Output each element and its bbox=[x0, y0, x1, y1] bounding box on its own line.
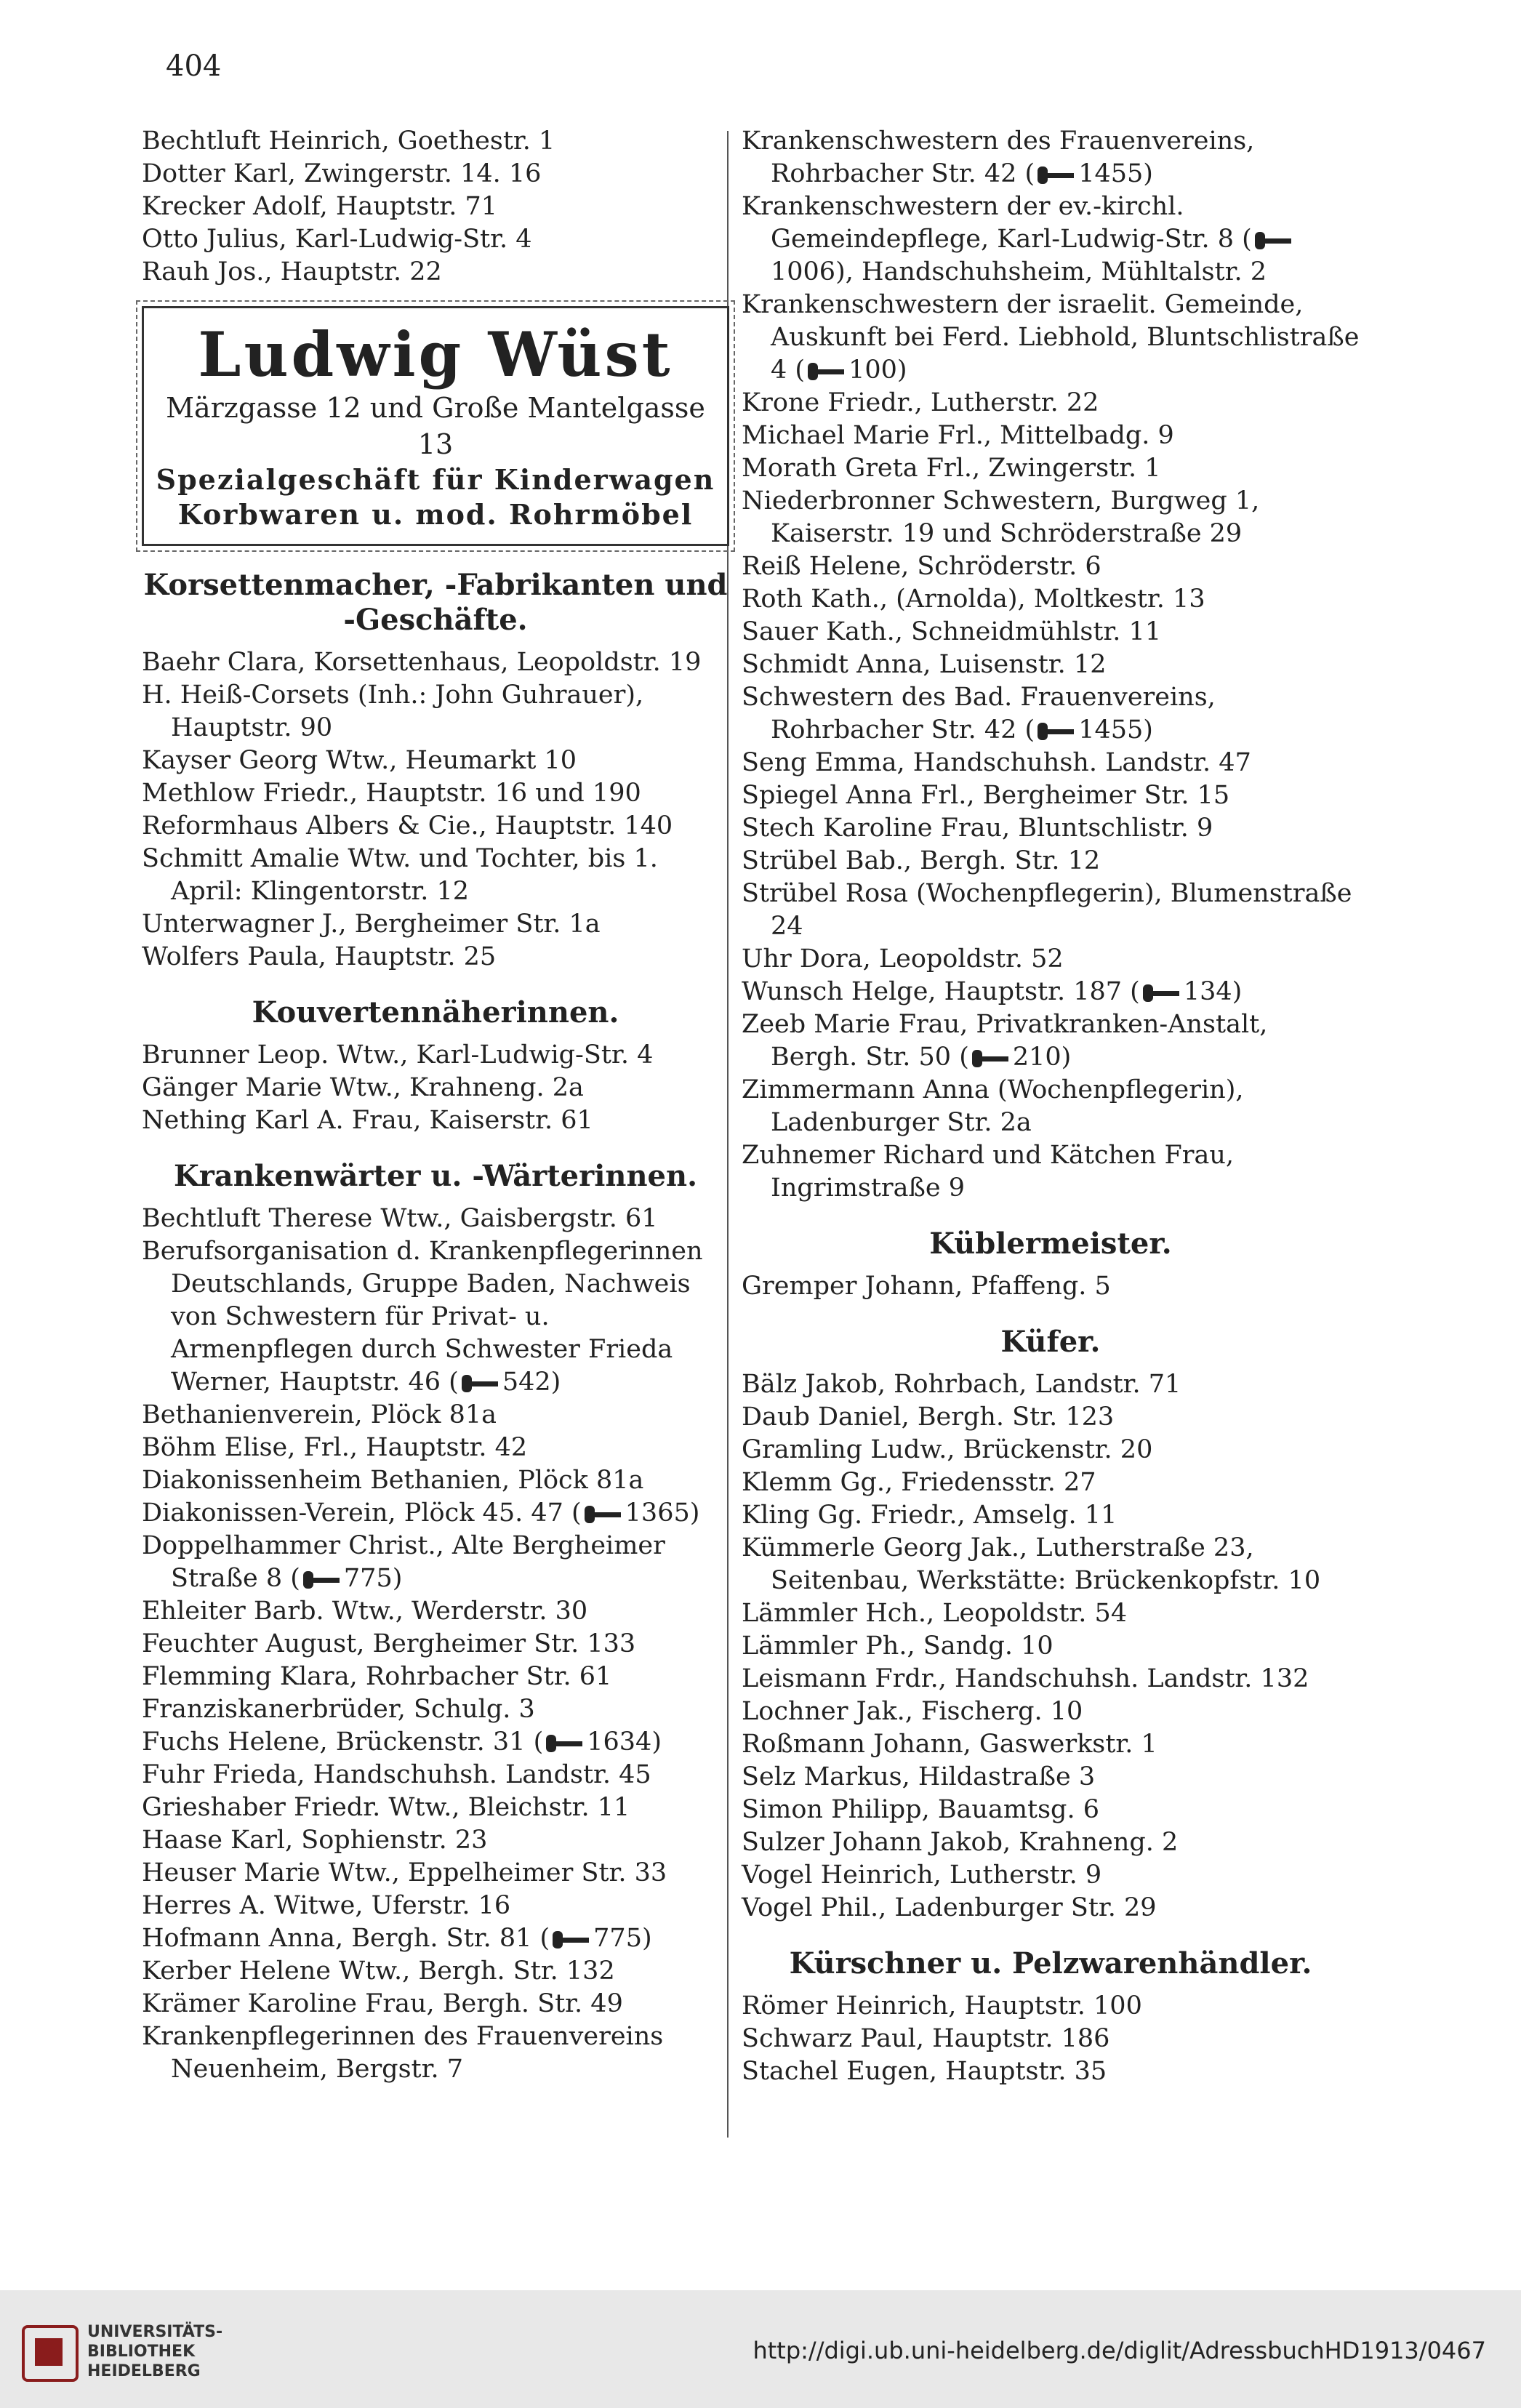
entry-text: Diakonissen-Verein, Plöck 45. 47 ( bbox=[142, 1498, 582, 1528]
entry-text: Böhm Elise, Frl., Hauptstr. 42 bbox=[142, 1433, 528, 1462]
directory-entry bbox=[742, 125, 1360, 190]
directory-entry bbox=[742, 485, 1360, 550]
directory-entry bbox=[742, 616, 1360, 649]
phone-number: 100) bbox=[848, 356, 907, 385]
directory-entry: Klemm Gg., Friedensstr. 27 bbox=[742, 1468, 1096, 1497]
entry-text: Fuchs Helene, Brückenstr. 31 ( bbox=[142, 1727, 544, 1757]
entry-text: Doppelhammer Christ., Alte Bergheimer Straße 8 ( bbox=[142, 1531, 665, 1593]
phone-number: 542) bbox=[502, 1368, 561, 1397]
directory-entry bbox=[742, 779, 1360, 812]
directory-entry: Kayser Georg Wtw., Heumarkt 10 bbox=[142, 746, 577, 775]
directory-entry: H. Heiß-Corsets (Inh.: John Guhrauer), Hauptstr. 90 bbox=[142, 681, 644, 742]
entry-text: Zimmermann Anna (Wochenpflegerin), Ladenburger Str. 2a bbox=[742, 1075, 1244, 1137]
directory-entry: Nething Karl A. Frau, Kaiserstr. 61 bbox=[142, 1106, 593, 1135]
directory-entry bbox=[742, 1139, 1360, 1205]
section-heading-korsettenmacher: Korsettenmacher, -Fabrikanten und -Geschäfte. bbox=[143, 568, 728, 637]
directory-entry bbox=[742, 878, 1360, 943]
entry-text: Roth Kath., (Arnolda), Moltkestr. 13 bbox=[742, 585, 1205, 614]
section-korsettenmacher bbox=[142, 646, 729, 974]
entry-text: Michael Marie Frl., Mittelbadg. 9 bbox=[742, 421, 1174, 450]
phone-number: 775) bbox=[593, 1924, 652, 1953]
telephone-icon bbox=[303, 1571, 341, 1589]
directory-entry bbox=[742, 387, 1360, 420]
directory-entry bbox=[142, 1235, 729, 1399]
telephone-icon bbox=[808, 363, 846, 380]
entry-text: Diakonissenheim Bethanien, Plöck 81a bbox=[142, 1466, 644, 1495]
phone-number: 1455) bbox=[1078, 715, 1153, 745]
phone-number: 1455) bbox=[1078, 159, 1153, 188]
entry-text: Schwestern des Bad. Frauenvereins, Rohrbacher Str. 42 ( bbox=[742, 683, 1216, 745]
directory-entry bbox=[142, 1464, 729, 1497]
entry-text: Ehleiter Barb. Wtw., Werderstr. 30 bbox=[142, 1597, 588, 1626]
entry-text: Heuser Marie Wtw., Eppelheimer Str. 33 bbox=[142, 1858, 667, 1887]
directory-entry: Otto Julius, Karl-Ludwig-Str. 4 bbox=[142, 225, 532, 254]
directory-entry: Bälz Jakob, Rohrbach, Landstr. 71 bbox=[742, 1370, 1181, 1399]
directory-entry bbox=[742, 289, 1360, 387]
section-kuerschner bbox=[742, 1990, 1360, 2088]
directory-entry: Unterwagner J., Bergheimer Str. 1a bbox=[142, 910, 601, 939]
directory-entry: Dotter Karl, Zwingerstr. 14. 16 bbox=[142, 159, 542, 188]
entry-text: Strübel Bab., Bergh. Str. 12 bbox=[742, 846, 1101, 875]
directory-entry: Brunner Leop. Wtw., Karl-Ludwig-Str. 4 bbox=[142, 1040, 654, 1069]
directory-entry bbox=[742, 420, 1360, 452]
telephone-icon bbox=[553, 1931, 590, 1949]
entry-text: Krankenschwestern der israelit. Gemeinde, Auskunft bei Ferd. Liebhold, Bluntschlistraße 4 ( bbox=[742, 290, 1360, 385]
directory-entry bbox=[142, 1693, 729, 1726]
directory-entry: Daub Daniel, Bergh. Str. 123 bbox=[742, 1402, 1115, 1432]
directory-entry: Leismann Frdr., Handschuhsh. Landstr. 132 bbox=[742, 1664, 1309, 1693]
directory-entry: Gramling Ludw., Brückenstr. 20 bbox=[742, 1435, 1153, 1464]
ad-line-1: Spezialgeschäft für Kinderwagen bbox=[156, 463, 715, 496]
entry-text: Haase Karl, Sophienstr. 23 bbox=[142, 1826, 488, 1855]
section-heading-kueblermeister: Küblermeister. bbox=[929, 1227, 1172, 1261]
ad-address: Märzgasse 12 und Große Mantelgasse 13 bbox=[166, 392, 705, 460]
entry-text: Herres A. Witwe, Uferstr. 16 bbox=[142, 1891, 511, 1920]
directory-entry bbox=[142, 1530, 729, 1595]
directory-entry bbox=[742, 681, 1360, 747]
entry-text: Bechtluft Therese Wtw., Gaisbergstr. 61 bbox=[142, 1204, 658, 1233]
directory-entry: Wolfers Paula, Hauptstr. 25 bbox=[142, 942, 497, 971]
source-url[interactable]: http://digi.ub.uni-heidelberg.de/diglit/AdressbuchHD1913/0467 bbox=[753, 2337, 1486, 2364]
entry-text: Berufsorganisation d. Krankenpflegerinnen Deutschlands, Gruppe Baden, Nachweis von Schwestern für Privat- u. Armenpflegen durch Schwester Frieda Werner, Hauptstr. 46 ( bbox=[142, 1237, 703, 1397]
section-heading-krankenwaerter: Krankenwärter u. -Wärterinnen. bbox=[173, 1159, 698, 1193]
directory-entry: Methlow Friedr., Hauptstr. 16 und 190 bbox=[142, 779, 641, 808]
directory-entry bbox=[142, 1857, 729, 1890]
entry-text: Grieshaber Friedr. Wtw., Bleichstr. 11 bbox=[142, 1793, 630, 1822]
ad-line-2: Korbwaren u. mod. Rohrmöbel bbox=[177, 498, 694, 531]
page-number: 404 bbox=[166, 49, 222, 83]
entry-text: Krankenschwestern des Frauenvereins, Rohrbacher Str. 42 ( bbox=[742, 127, 1255, 188]
directory-entry bbox=[142, 1791, 729, 1824]
directory-entry bbox=[742, 550, 1360, 583]
entry-text: Feuchter August, Bergheimer Str. 133 bbox=[142, 1629, 636, 1658]
directory-entry bbox=[142, 1824, 729, 1857]
entry-text: Sauer Kath., Schneidmühlstr. 11 bbox=[742, 617, 1162, 646]
directory-entry: Reformhaus Albers & Cie., Hauptstr. 140 bbox=[142, 811, 673, 840]
directory-entry bbox=[742, 1008, 1360, 1074]
entry-text: Kerber Helene Wtw., Bergh. Str. 132 bbox=[142, 1956, 615, 1986]
library-name-line-1: UNIVERSITÄTS- bbox=[87, 2323, 223, 2341]
directory-entry bbox=[742, 452, 1360, 485]
directory-entry bbox=[142, 1628, 729, 1661]
entry-text: Bethanienverein, Plöck 81a bbox=[142, 1400, 497, 1429]
directory-entry: Baehr Clara, Korsettenhaus, Leopoldstr. 19 bbox=[142, 648, 702, 677]
directory-entry bbox=[742, 190, 1360, 289]
directory-entry: Stachel Eugen, Hauptstr. 35 bbox=[742, 2057, 1107, 2086]
phone-number: 1006), Handschuhsheim, Mühltalstr. 2 bbox=[771, 257, 1267, 286]
section-heading-kouvertennaeherinnen: Kouvertennäherinnen. bbox=[252, 995, 619, 1030]
ad-title: Ludwig Wüst bbox=[198, 318, 673, 390]
advertisement bbox=[142, 306, 729, 546]
phone-number: 1365) bbox=[625, 1498, 700, 1528]
directory-entry: Lochner Jak., Fischerg. 10 bbox=[742, 1697, 1083, 1726]
directory-entry bbox=[142, 1922, 729, 1955]
directory-entry bbox=[742, 583, 1360, 616]
section-kuefer bbox=[742, 1368, 1360, 1925]
telephone-icon bbox=[1038, 723, 1075, 740]
directory-entry: Vogel Heinrich, Lutherstr. 9 bbox=[742, 1861, 1102, 1890]
entry-text: Strübel Rosa (Wochenpflegerin), Blumenstraße 24 bbox=[742, 879, 1352, 941]
directory-entry bbox=[142, 1988, 729, 2020]
telephone-icon bbox=[585, 1506, 622, 1523]
entry-text: Flemming Klara, Rohrbacher Str. 61 bbox=[142, 1662, 612, 1691]
section-heading-kuerschner: Kürschner u. Pelzwarenhändler. bbox=[789, 1946, 1312, 1980]
entry-text: Seng Emma, Handschuhsh. Landstr. 47 bbox=[742, 748, 1251, 777]
entry-text: Spiegel Anna Frl., Bergheimer Str. 15 bbox=[742, 781, 1230, 810]
entry-text: Niederbronner Schwestern, Burgweg 1, Kaiserstr. 19 und Schröderstraße 29 bbox=[742, 486, 1260, 548]
section-kouvertennaeherinnen bbox=[142, 1039, 729, 1137]
telephone-icon bbox=[462, 1375, 499, 1392]
entry-text: Uhr Dora, Leopoldstr. 52 bbox=[742, 944, 1064, 974]
entry-text: Krone Friedr., Lutherstr. 22 bbox=[742, 388, 1099, 417]
directory-entry bbox=[742, 747, 1360, 779]
directory-entry bbox=[142, 1726, 729, 1759]
phone-number: 775) bbox=[343, 1564, 403, 1593]
telephone-icon bbox=[972, 1050, 1010, 1067]
telephone-icon bbox=[546, 1735, 584, 1752]
directory-entry bbox=[742, 1074, 1360, 1139]
directory-entry: Kling Gg. Friedr., Amselg. 11 bbox=[742, 1501, 1117, 1530]
footer-bar bbox=[0, 2290, 1521, 2408]
library-name-line-3: HEIDELBERG bbox=[87, 2362, 201, 2380]
directory-entry bbox=[742, 976, 1360, 1008]
entry-text: Reiß Helene, Schröderstr. 6 bbox=[742, 552, 1101, 581]
directory-entry bbox=[142, 1497, 729, 1530]
directory-entry bbox=[142, 1432, 729, 1464]
directory-entry: Selz Markus, Hildastraße 3 bbox=[742, 1762, 1096, 1791]
directory-entry bbox=[742, 943, 1360, 976]
directory-entry: Vogel Phil., Ladenburger Str. 29 bbox=[742, 1893, 1157, 1922]
directory-entry: Roßmann Johann, Gaswerkstr. 1 bbox=[742, 1730, 1157, 1759]
directory-entry bbox=[742, 812, 1360, 845]
entry-text: Hofmann Anna, Bergh. Str. 81 ( bbox=[142, 1924, 550, 1953]
directory-entry bbox=[142, 1890, 729, 1922]
section-kueblermeister bbox=[742, 1270, 1360, 1303]
phone-number: 134) bbox=[1183, 977, 1243, 1006]
section-heading-kuefer: Küfer. bbox=[1000, 1325, 1101, 1359]
phone-number: 210) bbox=[1012, 1043, 1072, 1072]
library-name-line-2: BIBLIOTHEK bbox=[87, 2343, 196, 2361]
right-continued-entries bbox=[742, 125, 1360, 1205]
directory-entry bbox=[742, 845, 1360, 878]
directory-entry: Lämmler Hch., Leopoldstr. 54 bbox=[742, 1599, 1128, 1628]
entry-text: Schmidt Anna, Luisenstr. 12 bbox=[742, 650, 1107, 679]
left-top-entries bbox=[142, 125, 729, 289]
section-krankenwaerter bbox=[142, 1203, 729, 2086]
left-column bbox=[142, 125, 729, 2086]
entry-text: Stech Karoline Frau, Bluntschlistr. 9 bbox=[742, 814, 1213, 843]
entry-text: Morath Greta Frl., Zwingerstr. 1 bbox=[742, 454, 1161, 483]
directory-entry bbox=[142, 1595, 729, 1628]
directory-entry: Schmitt Amalie Wtw. und Tochter, bis 1. April: Klingentorstr. 12 bbox=[142, 844, 658, 906]
directory-entry bbox=[142, 1203, 729, 1235]
phone-number: 1634) bbox=[587, 1727, 662, 1757]
directory-entry bbox=[142, 1759, 729, 1791]
directory-entry bbox=[142, 1399, 729, 1432]
directory-entry: Rauh Jos., Hauptstr. 22 bbox=[142, 257, 442, 286]
entry-text: Krankenschwestern der ev.-kirchl. Gemeindepflege, Karl-Ludwig-Str. 8 ( bbox=[742, 192, 1252, 254]
entry-text: Krankenpflegerinnen des Frauenvereins Neuenheim, Bergstr. 7 bbox=[142, 2022, 664, 2084]
directory-entry: Simon Philipp, Bauamtsg. 6 bbox=[742, 1795, 1099, 1824]
right-column bbox=[742, 125, 1360, 2088]
entry-text: Krämer Karoline Frau, Bergh. Str. 49 bbox=[142, 1989, 623, 2018]
directory-entry: Sulzer Johann Jakob, Krahneng. 2 bbox=[742, 1828, 1179, 1857]
directory-entry: Schwarz Paul, Hauptstr. 186 bbox=[742, 2024, 1110, 2053]
directory-entry bbox=[142, 2020, 729, 2086]
entry-text: Zuhnemer Richard und Kätchen Frau, Ingrimstraße 9 bbox=[742, 1141, 1234, 1203]
directory-entry: Gänger Marie Wtw., Krahneng. 2a bbox=[142, 1073, 584, 1102]
directory-entry: Römer Heinrich, Hauptstr. 100 bbox=[742, 1991, 1142, 2020]
directory-entry: Bechtluft Heinrich, Goethestr. 1 bbox=[142, 127, 555, 156]
entry-text: Wunsch Helge, Hauptstr. 187 ( bbox=[742, 977, 1140, 1006]
entry-text: Zeeb Marie Frau, Privatkranken-Anstalt, Bergh. Str. 50 ( bbox=[742, 1010, 1268, 1072]
entry-text: Fuhr Frieda, Handschuhsh. Landstr. 45 bbox=[142, 1760, 651, 1789]
directory-entry: Krecker Adolf, Hauptstr. 71 bbox=[142, 192, 497, 221]
directory-entry: Lämmler Ph., Sandg. 10 bbox=[742, 1632, 1054, 1661]
telephone-icon bbox=[1143, 984, 1181, 1002]
directory-entry: Gremper Johann, Pfaffeng. 5 bbox=[742, 1272, 1111, 1301]
entry-text: Franziskanerbrüder, Schulg. 3 bbox=[142, 1695, 535, 1724]
telephone-icon bbox=[1255, 232, 1293, 249]
telephone-icon bbox=[1038, 166, 1075, 184]
directory-entry bbox=[142, 1661, 729, 1693]
directory-entry bbox=[142, 1955, 729, 1988]
directory-entry: Kümmerle Georg Jak., Lutherstraße 23, Seitenbau, Werkstätte: Brückenkopfstr. 10 bbox=[742, 1533, 1321, 1595]
directory-entry bbox=[742, 649, 1360, 681]
library-logo-icon bbox=[22, 2325, 79, 2382]
library-name bbox=[87, 2322, 222, 2381]
